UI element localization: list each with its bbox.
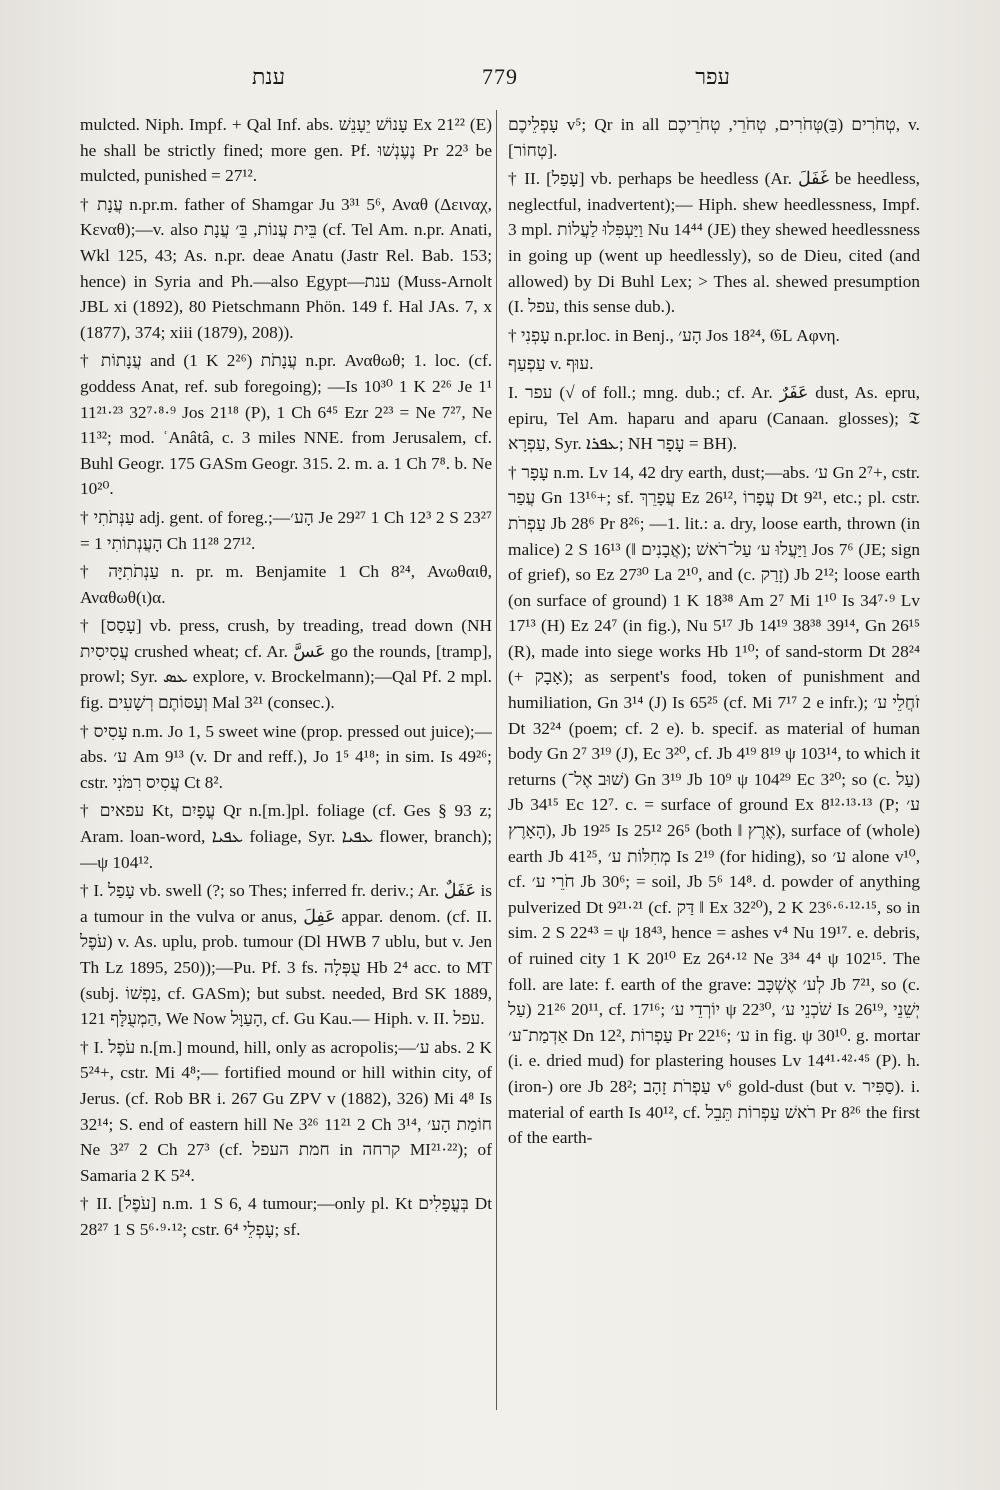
entry-text: † עֲנָת n.pr.m. father of Shamgar Ju 3³¹ 5⁶, Αναθ (Δειναχ, Κεναθ);—v. also בֵּית עֲנוֹת, בֵּ׳ עֲנָת (cf. Tel Am. n.pr. Anati, Wkl 125, 43; As. n.pr. deae Anatu (Jastr Rel. Bab. 153; hence) in Syria and Ph.—also Egypt—ענת (Muss-Arnolt JBL xi (1892), 80 Pietschmann Phön. 149 f. Hal JAs. 7, x (1877), 374; xiii (1879), 208)).	[80, 194, 492, 342]
entry-text: I. עפר (√ of foll.; mng. dub.; cf. Ar. عَفَرٌ dust, As. epru, epiru, Tel Am. haparu and aparu (Canaan. glosses); 𝔗 עַפְרָא, Syr. ܥܦܪܐ; NH עָפָר = BH).	[508, 382, 920, 454]
page-number: 779	[482, 64, 518, 89]
header-right-word: עפר	[695, 65, 730, 90]
entry-text: † עָסִיס n.m. Jo 1, 5 sweet wine (prop. pressed out juice);—abs. ע׳ Am 9¹³ (v. Dr and reff.), Jo 1⁵ 4¹⁸; in sim. Is 49²⁶; cstr. עֲסִיס רִמֹּנִי Ct 8².	[80, 721, 492, 792]
entry-text: † עַנְתֹתִיָּה n. pr. m. Benjamite 1 Ch 8²⁴, Ανωθαιθ, Αναθωθ(ι)α.	[80, 562, 492, 607]
left-column	[80, 112, 492, 1482]
entry-text: † עֲנָתוֹת and (1 K 2²⁶) עֲנָתֹת n.pr. Αναθωθ; 1. loc. (cf. goddess Anat, ref. sub foregoing); —Is 10³⁰ 1 K 2²⁶ Je 1¹ 11²¹·²³ 32⁷·⁸·⁹ Jos 21¹⁸ (P), 1 Ch 6⁴⁵ Ezr 2²³ = Ne 7²⁷, Ne 11³²; mod. ʿAnâtâ, c. 3 miles NNE. from Jerusalem, cf. Buhl Geogr. 175 GASm Geogr. 315. 2. m. a. 1 Ch 7⁸. b. Ne 10²⁰.	[80, 351, 492, 499]
column-divider	[496, 110, 497, 1410]
entry-text: † I. עָפַל vb. swell (?; so Thes; inferred fr. deriv.; Ar. عَفَلٌ is a tumour in the vulva or anus, عَفِلَ appar. denom. (cf. II. עֹפֶל) v. As. uplu, prob. tumour (Dl HWB 7 ublu, but v. Jen Th Lz 1895, 250));—Pu. Pf. 3 fs. עֻפְּלָה Hb 2⁴ acc. to MT (subj. נַפְשׁוֹ, cf. GASm); but subst. needed, Brd SK 1889, 121 הַמְעֻלָּף, We Now הָעַוָּל, cf. Gu Kau.— Hiph. v. II. עפל.	[80, 881, 492, 1029]
entry-text: עָפְלֵיכֶם v⁵; Qr in all טְחֹרִים (בַּ)טְּחֹרִים, טְחֹרֵי, טְחֹרֵיכֶם, v. [טְחוֹר].	[508, 115, 920, 160]
entry-text: † עָפְנִי n.pr.loc. in Benj., הָע׳ Jos 18²⁴, 𝔊L Αφνη.	[508, 325, 840, 345]
entry-text: עַפְעַף v. עוּף.	[508, 354, 594, 374]
header-left-word: ענת	[252, 65, 286, 90]
entry-text: † עפאים Kt, עֳפָיִם Qr n.[m.]pl. foliage (cf. Ges § 93 z; Aram. loan-word, ܥܦܝܐ foliage, Syr. ܥܦܝܐ flower, branch);—ψ 104¹².	[80, 801, 492, 872]
entry-text: † I. עֹפֶל n.[m.] mound, hill, only as acropolis;—ע׳ abs. 2 K 5²⁴+, cstr. Mi 4⁸;— fortified mound or hill within city, of Jerus. (cf. Rob BR i. 267 Gu ZPV v (1882), 326) Mi 4⁸ Is 32¹⁴; S. end of eastern hill Ne 3²⁶ 11²¹ 2 Ch 3¹⁴, חוֹמַת הָע׳ Ne 3²⁷ 2 Ch 27³ (cf. חמת העפל in קרחה MI²¹·²²); of Samaria 2 K 5²⁴.	[80, 1037, 492, 1185]
entry-text: † [עָסַס] vb. press, crush, by treading, tread down (NH עֲסִיסִית crushed wheat; cf. Ar. عَسَّ go the rounds, [tramp], prowl; Syr. ܥܣ explore, v. Brockelmann);—Qal Pf. 2 mpl. fig. וְעַסּוֹתֶם רְשָׁעִים Mal 3²¹ (consec.).	[80, 616, 492, 713]
entry-text: † עָפָר n.m. Lv 14, 42 dry earth, dust;—abs. ע׳ Gn 2⁷+, cstr. עֲפַר Gn 13¹⁶+; sf. עֲפָרֵךְ Ez 26¹², עֲפָרוֹ Dt 9²¹, etc.; pl. cstr. עַפְרֹת Jb 28⁶ Pr 8²⁶; —1. lit.: a. dry, loose earth, thrown (in malice) 2 S 16¹³ (‖ אֲבָנִים); וַיַּעֲלוּ ע׳ עַל־רֹאשׁ Jos 7⁶ (JE; sign of grief), so Ez 27³⁰ La 2¹⁰, and (c. זָרַק) Jb 2¹²; loose earth (on surface of ground) 1 K 18³⁸ Am 2⁷ Mi 1¹⁰ Is 34⁷·⁹ Lv 17¹³ (H) Ez 24⁷ (in fig.), Nu 5¹⁷ Jb 14¹⁹ 38³⁸ 39¹⁴, Gn 26¹⁵ (R), made into siege works Hb 1¹⁰; of sand-storm Dt 28²⁴ (+ אָבָק); as serpent's food, token of punishment and humiliation, Gn 3¹⁴ (J) Is 65²⁵ (cf. Mi 7¹⁷ 2 e infr.); זֹחֲלֵי ע׳ Dt 32²⁴ (poem; cf. 2 e). b. specif. as material of human body Gn 2⁷ 3¹⁹ (J), Ec 3²⁰, cf. Jb 4¹⁹ 8¹⁹ ψ 103¹⁴, to which it returns (שׁוּב אֶל־) Gn 3¹⁹ Jb 10⁹ ψ 104²⁹ Ec 3²⁰; so (c. עַל) Jb 34¹⁵ Ec 12⁷. c. = surface of ground Ex 8¹²·¹³·¹³ (P; ע׳ הָאָרֶץ), Jb 19²⁵ Is 25¹² 26⁵ (both ‖ אֶרֶץ), surface of (whole) earth Jb 41²⁵, מְחִלּוֹת ע׳ Is 2¹⁹ (for hiding), so ע׳ alone v¹⁰, cf. חֹרֵי ע׳ Jb 30⁶; = soil, Jb 5⁶ 14⁸. d. powder of anything pulverized Dt 9²¹·²¹ (cf. דַּק ‖ Ex 32²⁰), 2 K 23⁶·⁶·¹²·¹⁵, so in sim. 2 S 22⁴³ = ψ 18⁴³, hence = ashes v⁴ Nu 19¹⁷. e. debris, of ruined city 1 K 20¹⁰ Ez 26⁴·¹² Ne 3³⁴ 4⁴ ψ 102¹⁵. The foll. are late: f. earth of the grave: לְע׳ אֶשְׁכָּב Jb 7²¹, so (c. עַל) 20¹¹ 21²⁶, cf. 17¹⁶; יוֹרְדֵי ע׳ ψ 22³⁰, שֹׁכְנֵי ע׳ Is 26¹⁹, יְשֵׁנֵי אַדְמַת־ע׳ Dn 12², עַפְרוֹת Pr 22¹⁶; ע׳ in fig. ψ 30¹⁰. g. mortar (i. e. dried mud) for plastering houses Lv 14⁴¹·⁴²·⁴⁵ (P). h. (iron-) ore Jb 28²; עַפְרֹת זָהָב v⁶ gold-dust (but v. סַפִּיר). i. material of earth Is 40¹², cf. רֹאשׁ עַפְרוֹת תֵּבֵל Pr 8²⁶ the first of the earth-	[508, 462, 920, 1148]
running-header	[80, 64, 920, 96]
entry-text: † II. [עָפַל] vb. perhaps be heedless (Ar. غَفَلَ be heedless, neglectful, inadvertent);— Hiph. shew heedlessness, Impf. 3 mpl. וַיַּעְפִּלוּ לַעֲלוֹת Nu 14⁴⁴ (JE) they shewed heedlessness in going up (went up heedlessly), so de Dieu, cited (and allowed) by Di Buhl Lex; > Thes al. shewed presumption (I. עפל, this sense dub.).	[508, 169, 920, 317]
entry-text: † II. [עֹפֶל] n.m. 1 S 6, 4 tumour;—only pl. Kt בְּעֳפָלִים Dt 28²⁷ 1 S 5⁶·⁹·¹²; cstr. עָפְלֵי 6⁴; sf.	[80, 1194, 492, 1239]
right-column	[508, 112, 920, 1482]
entry-text: † עַנְּתֹתִי adj. gent. of foreg.;—הָע׳ Je 29²⁷ 1 Ch 12³ 2 S 23²⁷ = הָעֲנְתוֹתִי 1 Ch 11²⁸ 27¹².	[80, 507, 492, 553]
entry-text: mulcted. Niph. Impf. + Qal Inf. abs. עָנוֹשׁ יֵעָנֵשׁ Ex 21²² (E) he shall be strictly fined; more gen. Pf. נֶעֶנְשׁוּ Pr 22³ be mulcted, punished = 27¹².	[80, 115, 492, 186]
